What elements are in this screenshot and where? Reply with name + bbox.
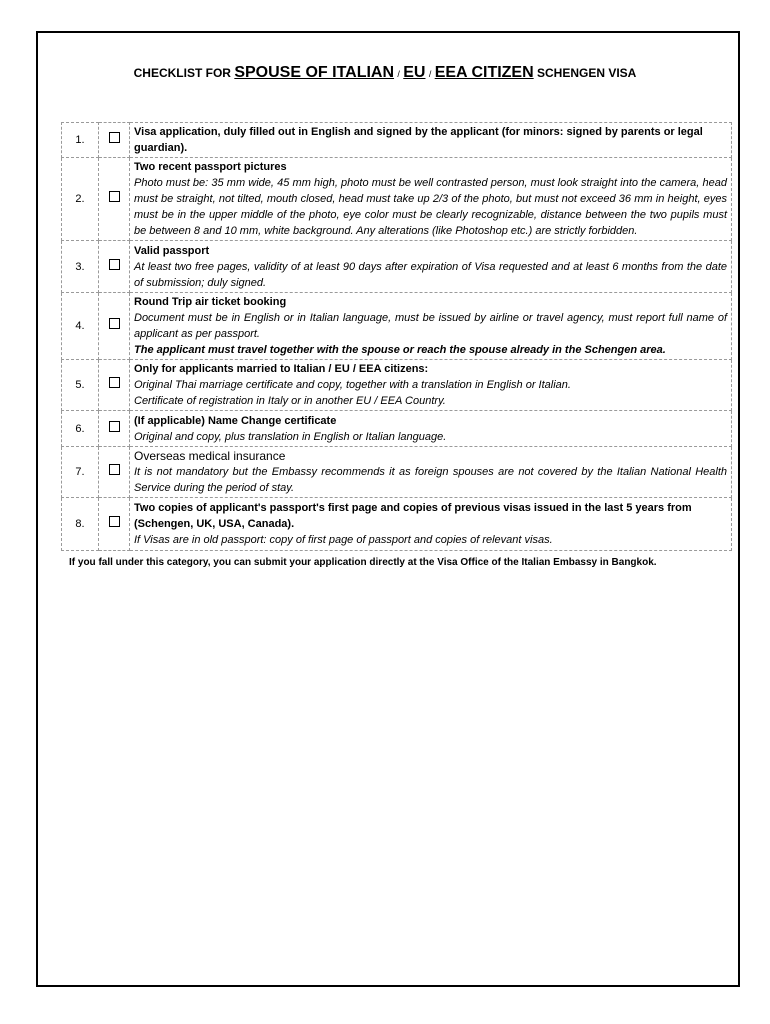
checklist-row [62, 123, 732, 158]
item-detail: Document must be in English or in Italian language, must be issued by airline or travel agency, must report full name of applicant as per passport. [134, 312, 727, 340]
title-prefix: CHECKLIST FOR [133, 66, 231, 80]
checkbox[interactable] [109, 464, 120, 475]
item-detail: Original and copy, plus translation in English or Italian language. [134, 430, 447, 443]
title-eea: EEA CITIZEN [434, 64, 534, 81]
item-heading: Visa application, duly filled out in English and signed by the applicant (for minors: signed by parents or legal guardian). [134, 126, 703, 154]
item-heading: Two recent passport pictures [134, 161, 287, 173]
title-eu: EU [403, 64, 426, 81]
checkbox[interactable] [109, 516, 120, 527]
item-heading: Overseas medical insurance [134, 449, 286, 463]
checklist-row [62, 360, 732, 411]
item-number: 5. [62, 360, 99, 411]
item-number: 3. [62, 241, 99, 293]
checklist-row [62, 411, 732, 447]
checkbox[interactable] [109, 191, 120, 202]
checklist-row [62, 241, 732, 293]
footer-note: If you fall under this category, you can submit your application directly at the Visa Office of the Italian Embassy in Bangkok. [69, 557, 657, 568]
checklist-row [62, 158, 732, 241]
checklist-row [62, 498, 732, 551]
checkbox[interactable] [109, 259, 120, 270]
item-heading: Only for applicants married to Italian / EU / EEA citizens: [134, 363, 429, 375]
item-number: 1. [62, 123, 99, 158]
checkbox[interactable] [109, 318, 120, 329]
item-number: 8. [62, 498, 99, 551]
title-separator: / [428, 69, 432, 79]
item-detail: It is not mandatory but the Embassy recommends it as foreign spouses are not covered by the Italian National Health Service during the period of stay. [134, 466, 727, 494]
checklist-table [61, 122, 732, 551]
checklist-row [62, 293, 732, 360]
checklist-row [62, 447, 732, 498]
title-separator: / [397, 69, 400, 79]
title-spouse: SPOUSE OF ITALIAN [234, 64, 395, 81]
item-detail: At least two free pages, validity of at least 90 days after expiration of Visa requested and at least 6 months from the date of submission; duly signed. [134, 260, 727, 289]
checkbox[interactable] [109, 421, 120, 432]
item-heading: Two copies of applicant's passport's first page and copies of previous visas issued in the last 5 years from (Schengen, UK, USA, Canada). [134, 502, 692, 530]
item-number: 4. [62, 293, 99, 360]
page-title [0, 64, 770, 82]
item-number: 7. [62, 447, 99, 498]
item-detail: Original Thai marriage certificate and copy, together with a translation in English or Italian. [134, 379, 571, 391]
item-heading: Valid passport [134, 244, 210, 257]
item-detail: Certificate of registration in Italy or in another EU / EEA Country. [134, 395, 446, 407]
item-heading: Round Trip air ticket booking [134, 296, 287, 308]
item-number: 2. [62, 158, 99, 241]
title-suffix: SCHENGEN VISA [537, 66, 637, 80]
item-detail: Photo must be: 35 mm wide, 45 mm high, photo must be well contrasted person, must look straight into the camera, head must be straight, not tilted, mouth closed, head must take up 2/3 of the photo, but must not exceed 36 mm in height, eyes must be in the upper middle of the photo, eye color must be clearly recognizable, distance between the two pupils must be between 8 and 10 mm, white background. Any alterations (like Photoshop etc.) are strictly forbidden. [134, 177, 727, 237]
item-emphasis: The applicant must travel together with the spouse or reach the spouse already in the Schengen area. [134, 344, 666, 356]
checkbox[interactable] [109, 132, 120, 143]
item-detail: If Visas are in old passport: copy of first page of passport and copies of relevant visas. [134, 534, 553, 546]
item-heading: (If applicable) Name Change certificate [134, 414, 337, 427]
item-number: 6. [62, 411, 99, 447]
checkbox[interactable] [109, 377, 120, 388]
